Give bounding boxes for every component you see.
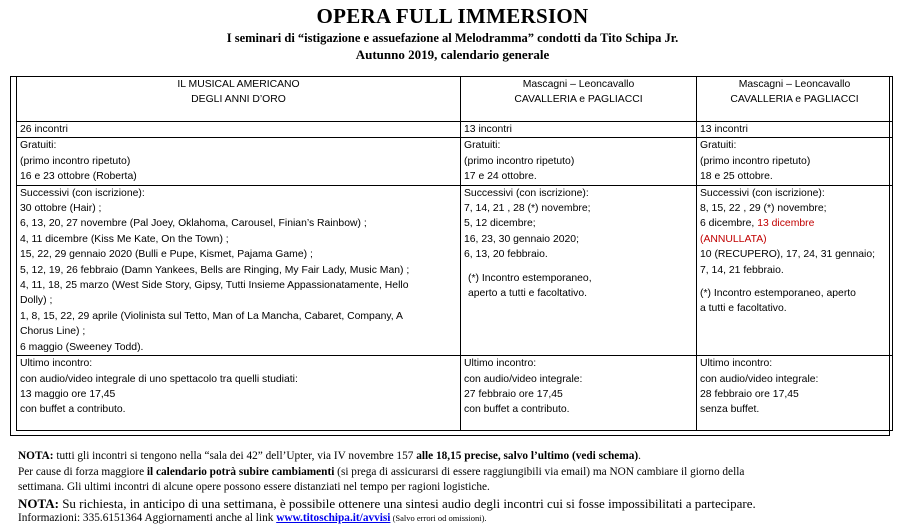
note-label: NOTA: bbox=[18, 450, 54, 462]
next-cell-cavalleria-2 bbox=[697, 185, 893, 355]
last-cell bbox=[461, 356, 697, 431]
note-text: . bbox=[638, 450, 641, 462]
note-text: Per cause di forza maggiore bbox=[18, 465, 147, 478]
last-row bbox=[17, 356, 893, 431]
page-title: OPERA FULL IMMERSION bbox=[316, 4, 589, 28]
free-dates: 17 e 24 ottobre. bbox=[464, 171, 537, 183]
schedule-text: 6 dicembre, bbox=[700, 218, 755, 230]
notes-section bbox=[18, 449, 898, 527]
calendar-season: Autunno 2019, calendario generale bbox=[355, 47, 550, 62]
schedule-line: 4, 11 dicembre (Kiss Me Kate, On the Town) ; bbox=[20, 233, 229, 245]
schedule-line: 15, 22, 29 gennaio 2020 (Bulli e Pupe, Kismet, Pajama Game) ; bbox=[20, 249, 313, 261]
note-location bbox=[18, 449, 898, 465]
info-text: Informazioni: 335.6151364 Aggiornamenti anche al link bbox=[18, 512, 277, 525]
column-head-line: IL MUSICAL AMERICANO bbox=[177, 79, 300, 90]
calendar-table bbox=[16, 76, 893, 431]
last-buffet: senza buffet. bbox=[700, 404, 760, 416]
count-cell: 13 incontri bbox=[697, 122, 893, 138]
spacer bbox=[464, 263, 693, 271]
column-head-cavalleria-2 bbox=[697, 77, 893, 122]
note-text: (si prega di assicurarsi di essere raggiungibili via email) ma NON cambiare il giorno della bbox=[334, 465, 745, 478]
schedule-line: 7, 14, 21 febbraio. bbox=[700, 264, 784, 276]
last-cell bbox=[17, 356, 461, 431]
column-head-line: DEGLI ANNI D’ORO bbox=[191, 94, 286, 106]
column-head-line: CAVALLERIA e PAGLIACCI bbox=[514, 94, 643, 106]
column-head-line: CAVALLERIA e PAGLIACCI bbox=[730, 94, 859, 106]
cancelled-label: (ANNULLATA) bbox=[700, 233, 767, 245]
free-line: (primo incontro ripetuto) bbox=[20, 155, 131, 167]
footnote-line: a tutti e facoltativo. bbox=[700, 303, 787, 315]
note-bold: il calendario potrà subire cambiamenti bbox=[146, 465, 335, 478]
note-text: tutti gli incontri si tengono nella “sala dei 42” dell’Upter, via IV novembre 157 bbox=[53, 450, 417, 462]
free-dates: 16 e 23 ottobre (Roberta) bbox=[20, 171, 137, 183]
last-line: con audio/video integrale: bbox=[700, 373, 819, 385]
schedule-line: 4, 11, 18, 25 marzo (West Side Story, Gipsy, Tutti Insieme Appassionatamente, Hello bbox=[20, 280, 409, 292]
note-text: Su richiesta, in anticipo di una settimana, è possibile ottenere una sintesi audio degli incontri cui si fosse impossibilitati a partecipare. bbox=[58, 495, 756, 511]
schedule-line: 5, 12 dicembre; bbox=[464, 218, 536, 230]
note-bold: alle 18,15 precise, salvo l’ultimo (vedi schema) bbox=[416, 450, 639, 462]
count-row bbox=[17, 122, 893, 138]
schedule-line: 8, 15, 22 , 29 (*) novembre; bbox=[700, 203, 827, 215]
next-cell-musical bbox=[17, 185, 461, 355]
free-cell bbox=[17, 138, 461, 185]
last-title: Ultimo incontro: bbox=[20, 358, 93, 370]
next-title: Successivi (con iscrizione): bbox=[700, 187, 825, 199]
schedule-line: 1, 8, 15, 22, 29 aprile (Violinista sul Tetto, Man of La Mancha, Cabaret, Company, A bbox=[20, 310, 403, 322]
schedule-line: 7, 14, 21 , 28 (*) novembre; bbox=[464, 203, 591, 215]
schedule-line: 6 maggio (Sweeney Todd). bbox=[20, 341, 144, 353]
column-head-line: Mascagni – Leoncavallo bbox=[522, 79, 635, 90]
last-date: 27 febbraio ore 17,45 bbox=[464, 388, 563, 400]
free-row bbox=[17, 138, 893, 185]
schedule-line: Chorus Line) ; bbox=[20, 326, 86, 338]
free-title: Gratuiti: bbox=[700, 140, 737, 152]
last-date: 28 febbraio ore 17,45 bbox=[700, 388, 799, 400]
next-title: Successivi (con iscrizione): bbox=[20, 187, 145, 199]
next-title: Successivi (con iscrizione): bbox=[464, 187, 589, 199]
next-cell-cavalleria-1 bbox=[461, 185, 697, 355]
footnote-line: aperto a tutti e facoltativo. bbox=[468, 288, 587, 300]
footnote-line: (*) Incontro estemporaneo, bbox=[468, 272, 592, 284]
free-title: Gratuiti: bbox=[20, 140, 57, 152]
count-cell: 26 incontri bbox=[17, 122, 461, 138]
column-head-line: Mascagni – Leoncavallo bbox=[738, 79, 851, 90]
footnote-line: (*) Incontro estemporaneo, aperto bbox=[700, 288, 856, 300]
free-line: (primo incontro ripetuto) bbox=[700, 155, 811, 167]
free-cell bbox=[697, 138, 893, 185]
avvisi-link[interactable]: www.titoschipa.it/avvisi bbox=[276, 512, 391, 525]
free-dates: 18 e 25 ottobre. bbox=[700, 171, 773, 183]
schedule-line: 10 (RECUPERO), 17, 24, 31 gennaio; bbox=[700, 249, 876, 261]
page-subtitle: I seminari di “istigazione e assuefazione al Melodramma” condotti da Tito Schipa Jr. bbox=[226, 31, 679, 45]
last-date: 13 maggio ore 17,45 bbox=[20, 388, 116, 400]
next-row bbox=[17, 185, 893, 355]
schedule-line: 5, 12, 19, 26 febbraio (Damn Yankees, Bells are Ringing, My Fair Lady, Music Man) ; bbox=[20, 264, 410, 276]
column-head-musical bbox=[17, 77, 461, 122]
count-cell: 13 incontri bbox=[461, 122, 697, 138]
last-line: con audio/video integrale di uno spettacolo tra quelli studiati: bbox=[20, 373, 298, 385]
schedule-line bbox=[700, 216, 889, 231]
last-cell bbox=[697, 356, 893, 431]
schedule-line: 16, 23, 30 gennaio 2020; bbox=[464, 233, 579, 245]
last-buffet: con buffet a contributo. bbox=[20, 404, 126, 416]
cancelled-date: 13 dicembre bbox=[757, 218, 815, 230]
note-label: NOTA: bbox=[18, 495, 59, 511]
table-header-row bbox=[17, 77, 893, 122]
last-title: Ultimo incontro: bbox=[700, 358, 773, 370]
note-audio bbox=[18, 496, 898, 512]
schedule-line: Dolly) ; bbox=[20, 295, 53, 307]
free-line: (primo incontro ripetuto) bbox=[464, 155, 575, 167]
column-head-cavalleria-1 bbox=[461, 77, 697, 122]
last-title: Ultimo incontro: bbox=[464, 358, 537, 370]
free-title: Gratuiti: bbox=[464, 140, 501, 152]
note-changes bbox=[18, 465, 898, 481]
spacer bbox=[700, 278, 889, 286]
schedule-line: 6, 13, 20 febbraio. bbox=[464, 249, 548, 261]
schedule-line: 30 ottobre (Hair) ; bbox=[20, 203, 102, 215]
schedule-line: 6, 13, 20, 27 novembre (Pal Joey, Oklahoma, Carousel, Finian’s Rainbow) ; bbox=[20, 218, 367, 230]
disclaimer: (Salvo errori od omissioni). bbox=[390, 513, 487, 524]
note-logistics: settimana. Gli ultimi incontri di alcune opere possono essere distanziati nel tempo per ragioni logistiche. bbox=[18, 481, 490, 494]
last-buffet: con buffet a contributo. bbox=[464, 404, 570, 416]
last-line: con audio/video integrale: bbox=[464, 373, 583, 385]
free-cell bbox=[461, 138, 697, 185]
info-line bbox=[18, 511, 898, 527]
